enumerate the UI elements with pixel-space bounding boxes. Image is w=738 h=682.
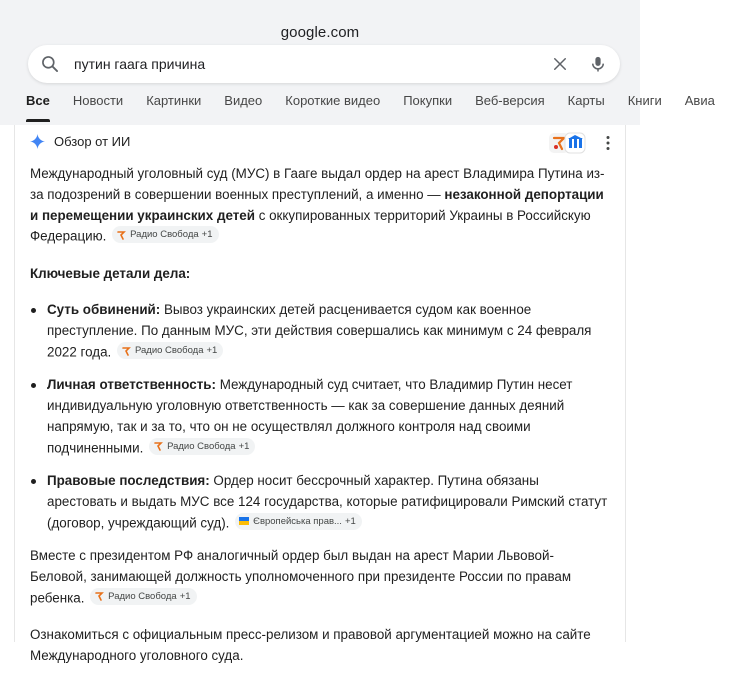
intro-paragraph [30,164,610,248]
bullet-text: Ордер носит бессрочный характер. Путина обязаны арестовать и выдать МУС все 124 государства, которые ратифицировали Римский статут (договор, учреждающий суд). [47,473,608,531]
radio-svoboda-icon [121,346,131,356]
ai-overview-header [30,134,130,149]
bullet-text: Вывоз украинских детей расценивается судом как военное преступление. По данным МУС, эти действия совершались как минимум с 24 февраля 2022 года. [47,302,592,360]
source-favicons-icon[interactable] [549,132,593,154]
tab-shopping[interactable]: Покупки [403,93,453,108]
tab-images[interactable]: Картинки [146,93,202,108]
intro-text-1: Международный уголовный суд (МУС) в Гааге выдал ордер на арест Владимира Путина из-за подозрений в совершении военных преступлений, а именно — [30,166,605,202]
citation-count: +1 [206,345,218,357]
search-input[interactable]: путин гаага причина [74,56,206,72]
browser-header [0,0,715,125]
citation-chip[interactable] [117,342,223,359]
tab-flights[interactable]: Авиа [684,93,715,108]
url-domain[interactable]: google.com [280,24,360,41]
bullet-text: Международный суд считает, что Владимир Путин несет индивидуальную уголовную ответственность — как за совершение данных деяний напрямую, так и за то, что он не осуществлял должного контроля над своими подчиненными. [47,377,573,456]
citation-label: Радио Свобода [134,345,204,357]
list-item [30,300,610,363]
search-bar[interactable] [28,45,620,83]
citation-count: +1 [344,515,356,527]
list-item [30,471,610,534]
tab-books[interactable]: Книги [627,93,662,108]
search-icon [40,54,60,74]
close-icon[interactable] [551,55,569,73]
citation-label: Радио Свобода [108,590,177,602]
tab-news[interactable]: Новости [72,93,124,108]
mic-icon[interactable] [589,54,607,74]
citation-label: Європейська прав... [253,515,342,527]
citation-chip[interactable] [112,226,218,243]
key-details-list [30,300,610,533]
radio-svoboda-icon [94,591,104,601]
ai-overview-card [14,125,626,663]
tab-short-video[interactable]: Короткие видео [285,93,381,108]
tab-web[interactable]: Веб-версия [475,93,545,108]
citation-chip[interactable] [90,588,196,605]
bullet-title: Суть обвинений: [47,302,161,318]
bullet-title: Личная ответственность: [47,377,216,393]
para2-text: Вместе с президентом РФ аналогичный ордер был выдан на арест Марии Львовой-Беловой, занимающей должность уполномоченного при президенте России по правам ребенка. [30,547,572,606]
ukraine-flag-icon [239,516,249,526]
citation-label: Радио Свобода [167,440,236,452]
ai-overview-body [30,164,610,682]
intro-bold: незаконной депортации и перемещении украинских детей [30,186,604,223]
tab-maps[interactable]: Карты [567,93,605,108]
citation-count: +1 [201,229,213,241]
citation-label: Радио Свобода [130,229,199,241]
citation-chip[interactable] [235,513,362,530]
search-tabs [26,93,738,122]
lvova-belova-paragraph [30,546,610,609]
bullet-title: Правовые последствия: [47,473,210,489]
list-item [30,375,610,459]
tab-all[interactable]: Все [26,93,50,122]
gemini-sparkle-icon [30,134,45,149]
tab-video[interactable]: Видео [224,93,263,108]
key-details-heading: Ключевые детали дела: [30,265,191,281]
more-options-icon[interactable] [605,135,611,151]
radio-svoboda-icon [153,441,163,451]
radio-svoboda-icon [116,230,126,240]
citation-count: +1 [238,440,250,452]
citation-count: +1 [179,590,191,602]
ai-overview-title: Обзор от ИИ [54,134,131,149]
intro-text-2: с оккупированных территорий Украины в Российскую Федерацию. [30,207,591,244]
press-release-paragraph: Ознакомиться с официальным пресс-релизом и правовой аргументацией можно на сайте Международного уголовного суда. [30,626,591,663]
citation-chip[interactable] [149,438,255,455]
